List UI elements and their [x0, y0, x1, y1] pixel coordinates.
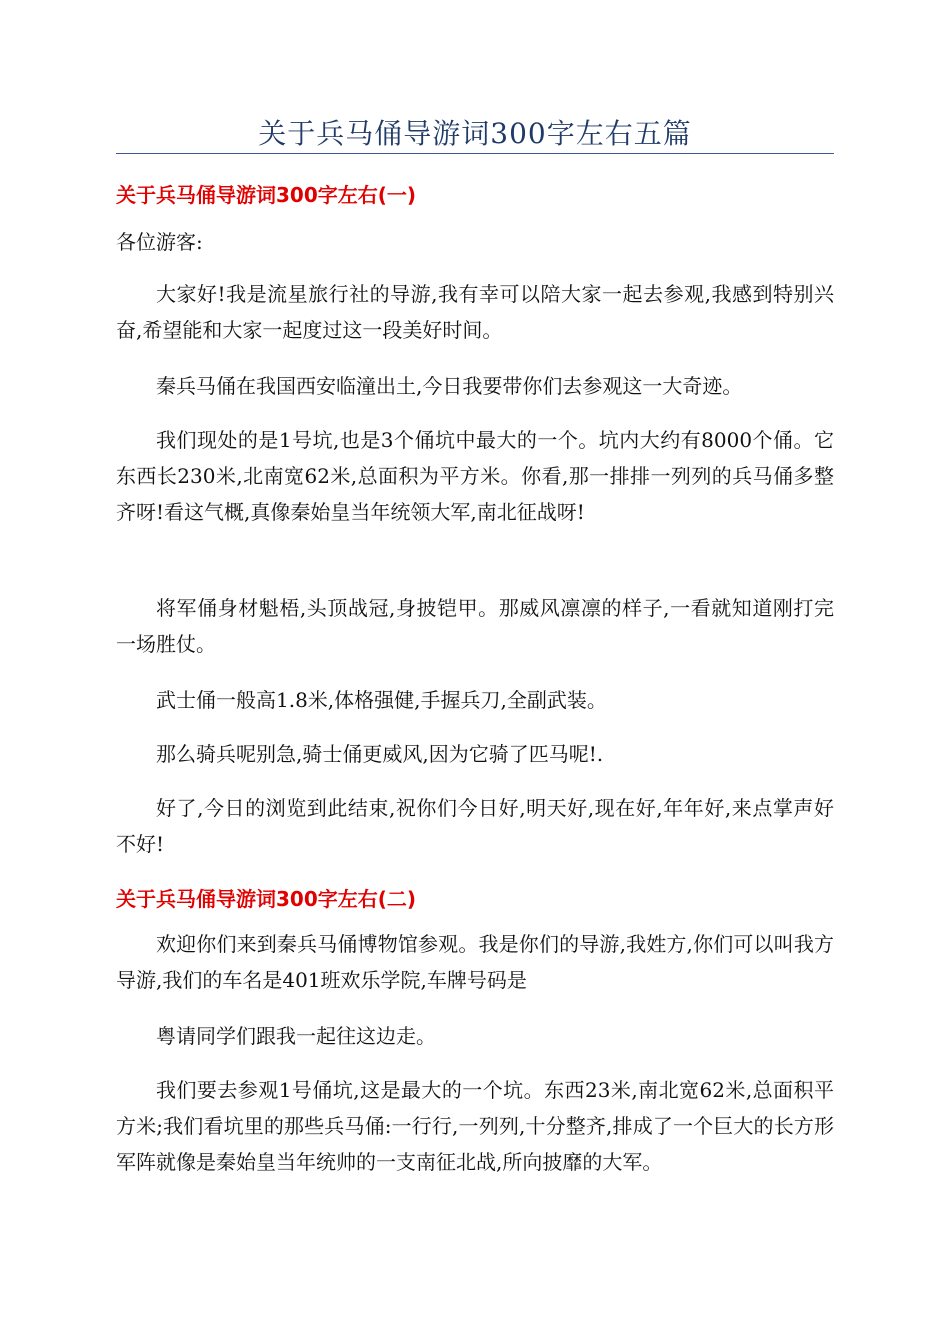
section-heading-1: 关于兵马俑导游词300字左右(一) [116, 183, 417, 207]
paragraph: 那么骑兵呢别急,骑士俑更威风,因为它骑了匹马呢!. [156, 742, 604, 766]
title-divider [116, 153, 834, 154]
section-heading-2: 关于兵马俑导游词300字左右(二) [116, 887, 417, 911]
paragraph: 武士俑一般高1.8米,体格强健,手握兵刀,全副武装。 [156, 688, 607, 712]
paragraph: 将军俑身材魁梧,头顶战冠,身披铠甲。那威风凛凛的样子,一看就知道刚打完一场胜仗。 [116, 596, 834, 656]
paragraph: 好了,今日的浏览到此结束,祝你们今日好,明天好,现在好,年年好,来点掌声好不好! [116, 796, 834, 856]
paragraph: 欢迎你们来到秦兵马俑博物馆参观。我是你们的导游,我姓方,你们可以叫我方导游,我们的车名是401班欢乐学院,车牌号码是 [116, 932, 834, 992]
paragraph: 我们现处的是1号坑,也是3个俑坑中最大的一个。坑内大约有8000个俑。它东西长230米,北南宽62米,总面积为平方米。你看,那一排排一列列的兵马俑多整齐呀!看这气概,真像秦始皇当年统领大军,南北征战呀! [116, 428, 834, 524]
paragraph: 各位游客: [116, 230, 203, 254]
paragraph: 我们要去参观1号俑坑,这是最大的一个坑。东西23米,南北宽62米,总面积平方米;我们看坑里的那些兵马俑:一行行,一列列,十分整齐,排成了一个巨大的长方形军阵就像是秦始皇当年统帅的一支南征北战,所向披靡的大军。 [116, 1078, 834, 1174]
paragraph: 秦兵马俑在我国西安临潼出土,今日我要带你们去参观这一大奇迹。 [156, 374, 743, 398]
document-title: 关于兵马俑导游词300字左右五篇 [258, 117, 692, 150]
paragraph: 大家好!我是流星旅行社的导游,我有幸可以陪大家一起去参观,我感到特别兴奋,希望能和大家一起度过这一段美好时间。 [116, 282, 834, 342]
paragraph: 粤请同学们跟我一起往这边走。 [156, 1024, 436, 1048]
